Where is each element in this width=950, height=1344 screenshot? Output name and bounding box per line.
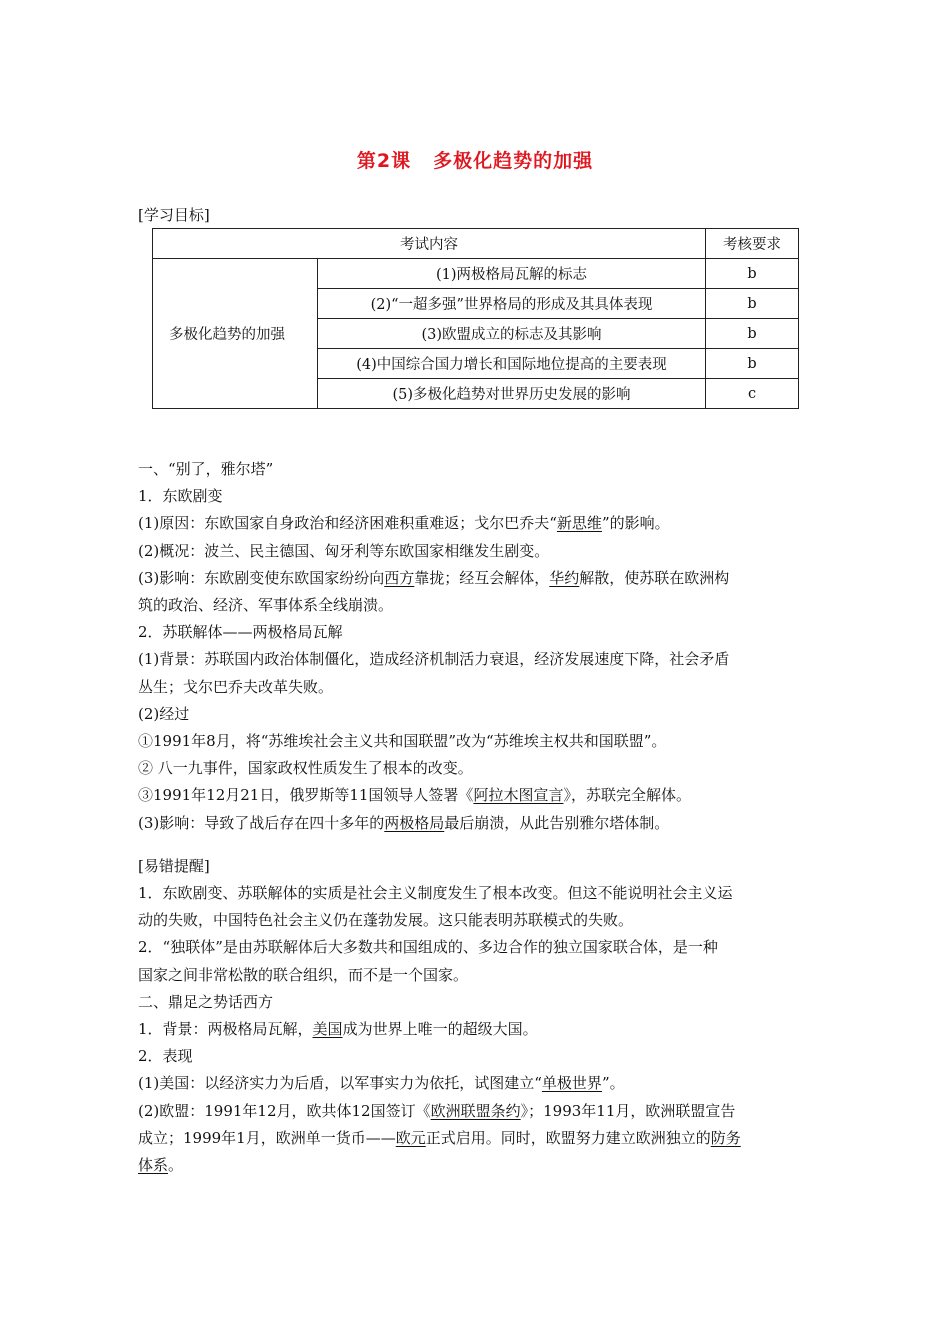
paragraph-background-cont: 丛生；戈尔巴乔夫改革失败。 [138,677,334,696]
keyword: 体系 [138,1156,169,1175]
section-heading: 二、鼎足之势话西方 [138,992,274,1011]
paragraph-process: (2)经过 [138,704,190,723]
keyword: 华约 [549,568,580,587]
keyword: 欧元 [395,1128,426,1147]
table-header-row [153,229,799,259]
subsection-title: 2．苏联解体——两极格局瓦解 [138,623,343,642]
requirement-cell: b [706,349,799,379]
keyword: 新思维 [556,514,602,533]
lesson-name: 多极化趋势的加强 [433,150,594,172]
paragraph-cause: (1)原因：东欧国家自身政治和经济困难积重难返；戈尔巴乔夫“新思维”的影响。 [138,514,670,533]
requirement-cell: b [706,319,799,349]
section-heading: 一、“别了，雅尔塔” [138,460,274,478]
keyword: 防务 [710,1128,741,1147]
content-cell: (5)多极化趋势对世界历史发展的影响 [318,379,706,409]
paragraph-eu-cont: 成立；1999年1月，欧洲单一货币——欧元正式启用。同时，欧盟努力建立欧洲独立的防务 [138,1128,741,1147]
document-body [138,456,812,1179]
keyword: 单极世界 [541,1074,602,1093]
requirement-cell: c [706,379,799,409]
requirement-cell: b [706,289,799,319]
paragraph-us: (1)美国：以经济实力为后盾，以军事实力为依托，试图建立“单极世界”。 [138,1074,625,1093]
reminder-item: 1．东欧剧变、苏联解体的实质是社会主义制度发生了根本改变。但这不能说明社会主义运 [138,884,733,903]
topic-cell: 多极化趋势的加强 [153,259,318,409]
keyword: 欧洲联盟条约 [430,1101,521,1120]
paragraph-impact: (3)影响：导致了战后存在四十多年的两极格局最后崩溃，从此告别雅尔塔体制。 [138,813,670,832]
keyword: 阿拉木图宣言 [473,786,564,805]
requirement-cell: b [706,259,799,289]
objectives-table [152,228,799,409]
header-content: 考试内容 [153,229,706,259]
paragraph-impact-cont: 筑的政治、经济、军事体系全线崩溃。 [138,596,394,615]
paragraph-overview: (2)概况：波兰、民主德国、匈牙利等东欧国家相继发生剧变。 [138,541,550,560]
reminder-label: [易错提醒] [138,856,210,875]
process-item: ①1991年8月，将“苏维埃社会主义共和国联盟”改为“苏维埃主权共和国联盟”。 [138,732,667,751]
paragraph-eu-end: 体系。 [138,1156,184,1175]
content-cell: (1)两极格局瓦解的标志 [318,259,706,289]
paragraph-background: 1．背景：两极格局瓦解，美国成为世界上唯一的超级大国。 [138,1020,538,1039]
content-cell: (4)中国综合国力增长和国际地位提高的主要表现 [318,349,706,379]
subsection-title: 2．表现 [138,1047,193,1066]
reminder-item-cont: 动的失败，中国特色社会主义仍在蓬勃发展。这只能表明苏联模式的失败。 [138,911,634,930]
content-cell: (2)“一超多强”世界格局的形成及其具体表现 [318,289,706,319]
subsection-title: 1．东欧剧变 [138,487,223,506]
table-row [153,259,799,289]
reminder-item-cont: 国家之间非常松散的联合组织，而不是一个国家。 [138,965,469,984]
paragraph-eu: (2)欧盟：1991年12月，欧共体12国签订《欧洲联盟条约》；1993年11月，欧洲联盟宣告 [138,1101,736,1120]
paragraph-impact: (3)影响：东欧剧变使东欧国家纷纷向西方靠拢；经互会解体，华约解散，使苏联在欧洲构 [138,568,730,587]
reminder-item: 2．“独联体”是由苏联解体后大多数共和国组成的、多边合作的独立国家联合体，是一种 [138,938,718,957]
lesson-number: 第2课 [356,150,412,172]
header-requirement: 考核要求 [706,229,799,259]
process-item: ③1991年12月21日，俄罗斯等11国领导人签署《阿拉木图宣言》，苏联完全解体。 [138,786,691,805]
keyword: 两极格局 [384,813,445,832]
page-title [0,146,950,173]
objectives-label: [学习目标] [138,206,210,224]
paragraph-background: (1)背景：苏联国内政治体制僵化，造成经济机制活力衰退，经济发展速度下降，社会矛盾 [138,650,730,669]
process-item: ② 八一九事件，国家政权性质发生了根本的改变。 [138,759,473,778]
keyword: 西方 [384,568,415,587]
keyword: 美国 [312,1020,343,1039]
content-cell: (3)欧盟成立的标志及其影响 [318,319,706,349]
